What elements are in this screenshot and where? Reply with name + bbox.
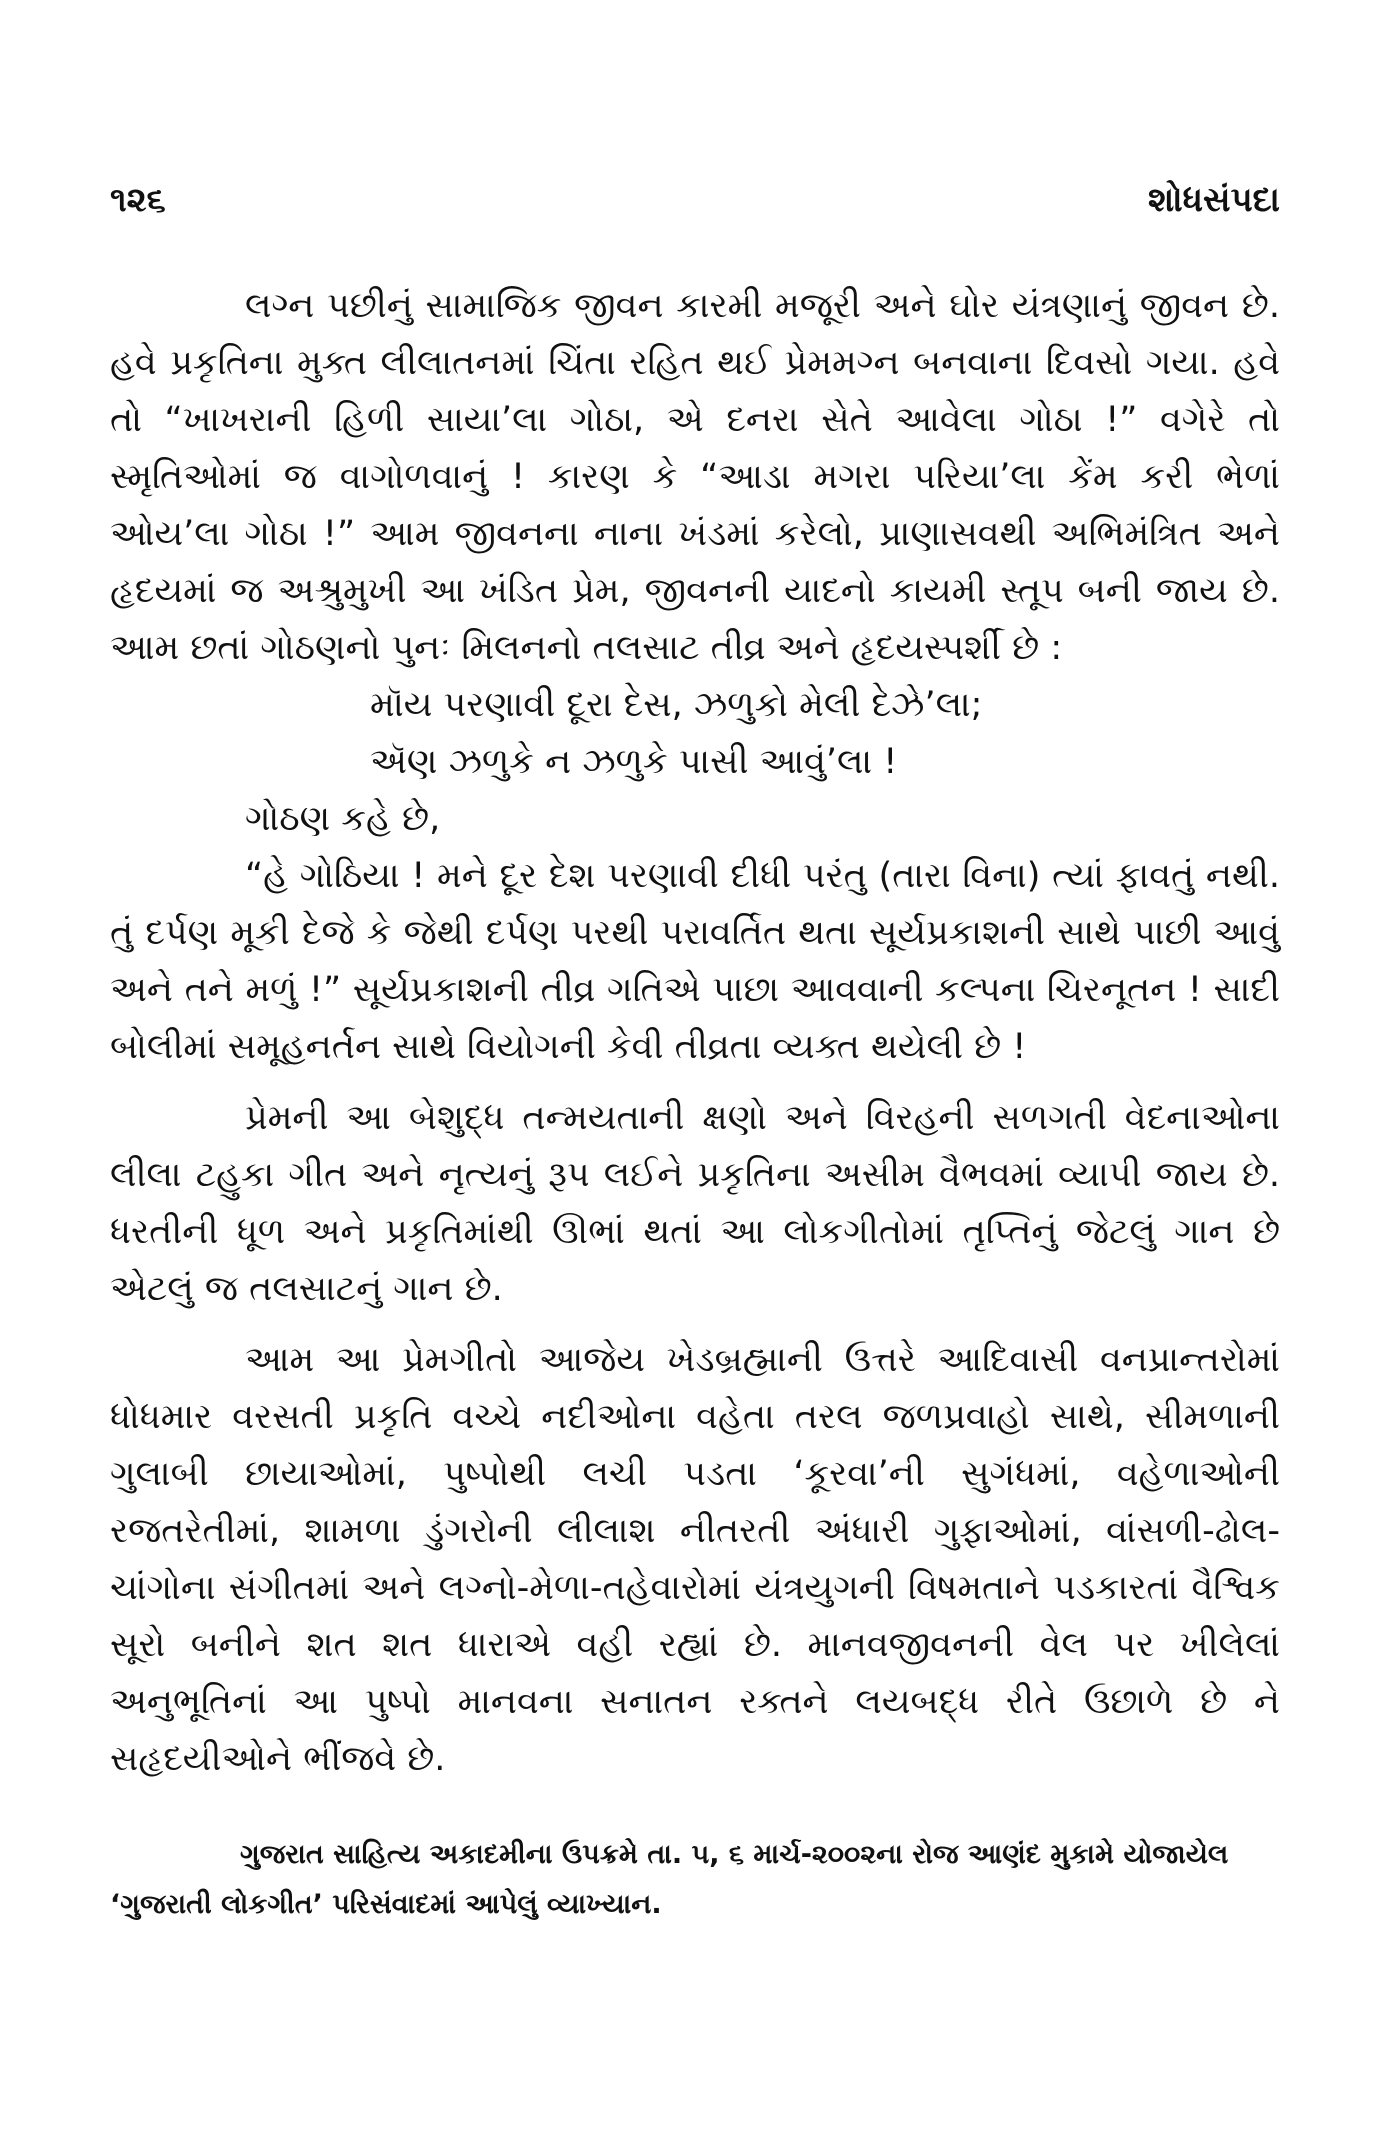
footnote — [110, 1830, 1280, 1930]
folk-verse — [110, 677, 1280, 791]
paragraph-3: પ્રેમની આ બેશુદ્ધ તન્મયતાની ક્ષણો અને વિરહની સળગતી વેદનાઓના લીલા ટહુકા ગીત અને નૃત્યનું રૂપ લઈને પ્રકૃતિના અસીમ વૈભવમાં વ્યાપી જાય છે. ધરતીની ધૂળ અને પ્રકૃતિમાંથી ઊભાં થતાં આ લોકગીતોમાં તૃપ્તિનું જેટલું ગાન છે એટલું જ તલસાટનું ગાન છે. — [110, 1098, 1280, 1309]
paragraph-4: આમ આ પ્રેમગીતો આજેય ખેડબ્રહ્માની ઉત્તરે આદિવાસી વનપ્રાન્તરોમાં ધોધમાર વરસતી પ્રકૃતિ વચ્ચે નદીઓના વહેતા તરલ જળપ્રવાહો સાથે, સીમળાની ગુલાબી છાયાઓમાં, પુષ્પોથી લચી પડતા ‘કૂરવા’ની સુગંધમાં, વહેળાઓની રજતરેતીમાં, શામળા ડુંગરોની લીલાશ નીતરતી અંધારી ગુફાઓમાં, વાંસળી-ઢોલ-ચાંગોના સંગીતમાં અને લગ્નો-મેળા-તહેવારોમાં યંત્રયુગની વિષમતાને પડકારતાં વૈશ્વિક સૂરો બનીને શત શત ધારાએ વહી રહ્યાં છે. માનવજીવનની વેલ પર ખીલેલાં અનુભૂતિનાં આ પુષ્પો માનવના સનાતન રક્તને લયબદ્ધ રીતે ઉછાળે છે ને સહૃદયીઓને ભીંજવે છે. — [110, 1340, 1280, 1779]
footnote-line-2: ‘ગુજરાતી લોકગીત’ પરિસંવાદમાં આપેલું વ્યાખ્યાન. — [110, 1889, 662, 1920]
verse-lead: ગોઠણ કહે છે, — [245, 799, 441, 839]
paragraph-2: “હે ગોઠિયા ! મને દૂર દેશ પરણાવી દીધી પરંતુ (તારા વિના) ત્યાં ફાવતું નથી. તું દર્પણ મૂકી દેજે કે જેથી દર્પણ પરથી પરાવર્તિત થતા સૂર્યપ્રકાશની સાથે પાછી આવું અને તને મળું !” સૂર્યપ્રકાશની તીવ્ર ગતિએ પાછા આવવાની કલ્પના ચિરનૂતન ! સાદી બોલીમાં સમૂહનર્તન સાથે વિયોગની કેવી તીવ્રતા વ્યક્ત થયેલી છે ! — [110, 856, 1280, 1067]
running-title: શોધસંપદા — [1147, 180, 1280, 220]
footnote-line-1: ગુજરાત સાહિત્ય અકાદમીના ઉપક્રમે તા. ૫, ૬ માર્ચ-૨૦૦૨ના રોજ આણંદ મુકામે યોજાયેલ — [240, 1839, 1229, 1870]
verse-line-1: મૉય પરણાવી દૂરા દેસ, ઝળુકો મેલી દેઝે’લા; — [370, 685, 983, 725]
paragraph-1: લગ્ન પછીનું સામાજિક જીવન કારમી મજૂરી અને ઘોર યંત્રણાનું જીવન છે. હવે પ્રકૃતિના મુક્ત લીલાતનમાં ચિંતા રહિત થઈ પ્રેમમગ્ન બનવાના દિવસો ગયા. હવે તો “ખાખરાની હિળી સાયા’લા ગોઠા, એ દનરા સેતે આવેલા ગોઠા !” વગેરે તો સ્મૃતિઓમાં જ વાગોળવાનું ! કારણ કે “આડા મગરા પરિયા’લા કેંમ કરી ભેળાં ઓય’લા ગોઠા !” આમ જીવનના નાના ખંડમાં કરેલો, પ્રાણાસવથી અભિમંત્રિત અને હૃદયમાં જ અશ્રુમુખી આ ખંડિત પ્રેમ, જીવનની યાદનો કાયમી સ્તૂપ બની જાય છે. આમ છતાં ગોઠણનો પુનઃ મિલનનો તલસાટ તીવ્ર અને હૃદયસ્પર્શી છે : — [110, 286, 1280, 668]
paragraph-gap — [110, 1076, 1280, 1090]
body-text — [110, 278, 1280, 1788]
verse-line-2: ઍણ ઝળુકે ન ઝળુકે પાસી આવું’લા ! — [370, 742, 898, 782]
paragraph-gap — [110, 1318, 1280, 1332]
page-header — [110, 180, 1280, 230]
page-number: ૧૨૬ — [110, 180, 166, 220]
